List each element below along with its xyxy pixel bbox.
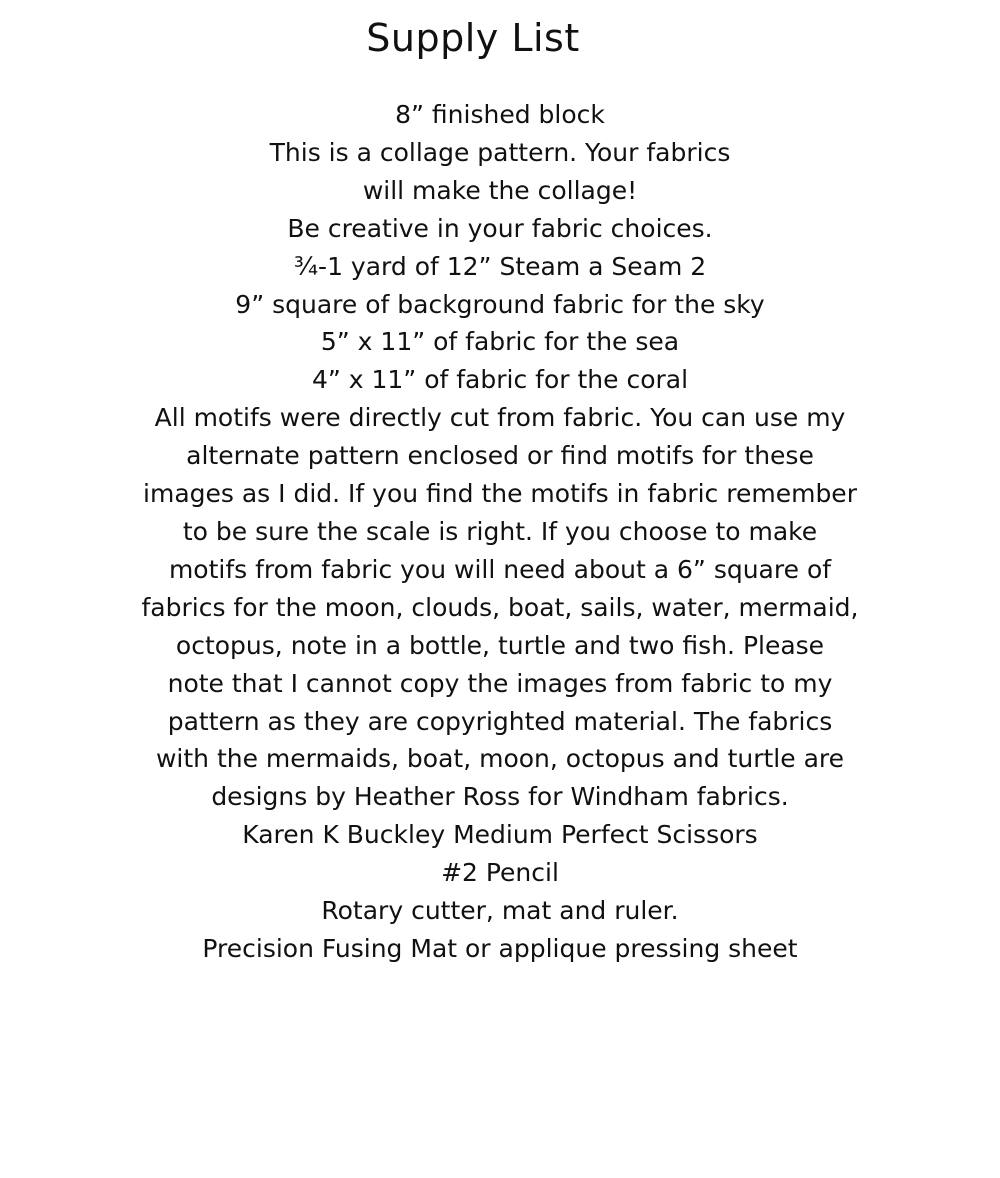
- text-line: with the mermaids, boat, moon, octopus and turtle are: [155, 744, 845, 774]
- text-line: pattern as they are copyrighted material. The fabrics: [167, 706, 833, 736]
- text-line: 9” square of background fabric for the sky: [235, 289, 765, 319]
- text-line: fabrics for the moon, clouds, boat, sails, water, mermaid,: [141, 592, 859, 622]
- text-line: designs by Heather Ross for Windham fabrics.: [211, 782, 789, 812]
- text-line: Rotary cutter, mat and ruler.: [321, 896, 679, 926]
- text-line: will make the collage!: [362, 175, 638, 205]
- text-line: All motifs were directly cut from fabric. You can use my: [154, 403, 846, 433]
- text-line: 8” finished block: [395, 100, 605, 129]
- text-line: This is a collage pattern. Your fabrics: [269, 137, 731, 167]
- text-line: 4” x 11” of fabric for the coral: [311, 365, 689, 395]
- text-line: to be sure the scale is right. If you choose to make: [182, 516, 818, 546]
- page-title: Supply List: [366, 16, 580, 60]
- text-line: 5” x 11” of fabric for the sea: [320, 327, 680, 357]
- text-line: motifs from fabric you will need about a 6” square of: [168, 554, 832, 584]
- text-line: note that I cannot copy the images from fabric to my: [167, 668, 833, 698]
- supply-list-body: [0, 96, 1000, 968]
- text-line: alternate pattern enclosed or find motifs for these: [186, 441, 814, 471]
- text-line: Be creative in your fabric choices.: [287, 213, 713, 243]
- text-line: Precision Fusing Mat or applique pressing sheet: [202, 933, 798, 963]
- text-line: ¾-1 yard of 12” Steam a Seam 2: [293, 251, 707, 281]
- text-line: octopus, note in a bottle, turtle and two fish. Please: [175, 630, 825, 660]
- text-line: Karen K Buckley Medium Perfect Scissors: [242, 820, 758, 850]
- text-line: #2 Pencil: [441, 858, 559, 888]
- text-line: images as I did. If you find the motifs in fabric remember: [143, 479, 857, 509]
